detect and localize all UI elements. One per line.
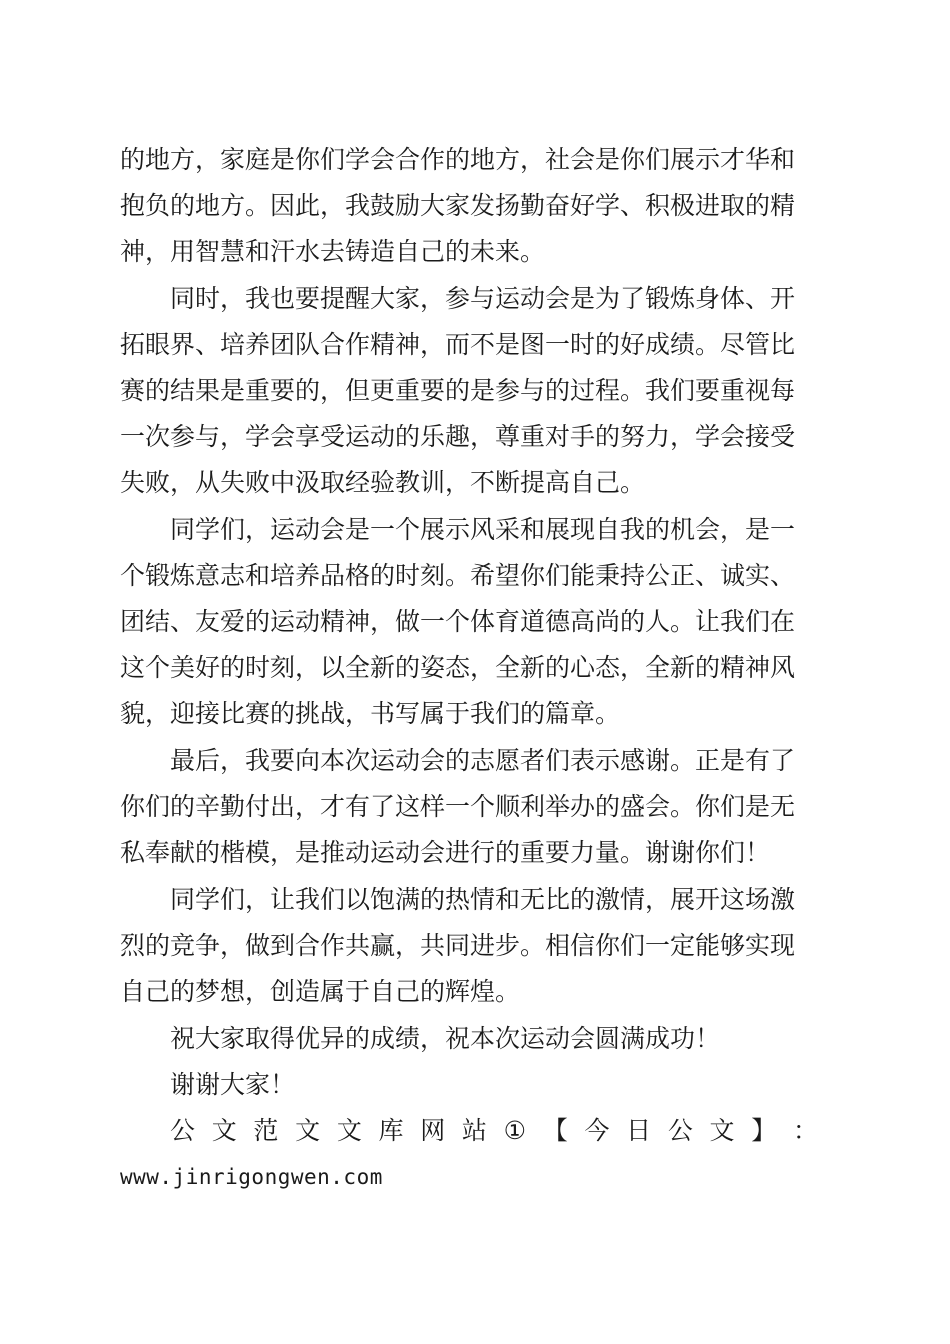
paragraph-7-line-1: 谢谢大家！ [170, 1070, 296, 1099]
paragraph-4-line-3: 私奉献的楷模，是推动运动会进行的重要力量。谢谢你们！ [120, 838, 771, 867]
footer-char: 今 [584, 1116, 610, 1145]
footer-char: 范 [253, 1116, 279, 1145]
footer-char: 文 [336, 1116, 362, 1145]
footer-char: 日 [626, 1116, 652, 1145]
footer-char: 】 [751, 1116, 777, 1145]
footer-char: 【 [542, 1116, 568, 1145]
footer-char: 公 [170, 1116, 196, 1145]
footer-char: ① [503, 1116, 527, 1145]
paragraph-3-line-2: 个锻炼意志和培养品格的时刻。希望你们能秉持公正、诚实、 [120, 561, 796, 590]
paragraph-2-line-4: 一次参与，学会享受运动的乐趣，尊重对手的努力，学会接受 [120, 422, 796, 451]
footer-char: 文 [709, 1116, 735, 1145]
paragraph-2-line-3: 赛的结果是重要的，但更重要的是参与的过程。我们要重视每 [120, 376, 796, 405]
paragraph-4-line-1: 最后，我要向本次运动会的志愿者们表示感谢。正是有了 [170, 746, 796, 775]
paragraph-2-line-5: 失败，从失败中汲取经验教训，不断提高自己。 [120, 468, 646, 497]
footer-source-line [170, 1111, 818, 1151]
paragraph-3-line-3: 团结、友爱的运动精神，做一个体育道德高尚的人。让我们在 [120, 607, 796, 636]
paragraph-3-line-4: 这个美好的时刻，以全新的姿态，全新的心态，全新的精神风 [120, 653, 796, 682]
paragraph-1-line-1: 的地方，家庭是你们学会合作的地方，社会是你们展示才华和 [120, 145, 796, 174]
paragraph-6-line-1: 祝大家取得优异的成绩，祝本次运动会圆满成功！ [170, 1024, 721, 1053]
paragraph-3-line-5: 貌，迎接比赛的挑战，书写属于我们的篇章。 [120, 699, 621, 728]
footer-website-url: www.jinrigongwen.com [120, 1165, 383, 1189]
paragraph-2-line-2: 拓眼界、培养团队合作精神，而不是图一时的好成绩。尽管比 [120, 330, 796, 359]
paragraph-5-line-1: 同学们，让我们以饱满的热情和无比的激情，展开这场激 [170, 885, 796, 914]
paragraph-2-line-1: 同时，我也要提醒大家，参与运动会是为了锻炼身体、开 [170, 284, 796, 313]
footer-char: 文 [295, 1116, 321, 1145]
paragraph-5-line-2: 烈的竞争，做到合作共赢，共同进步。相信你们一定能够实现 [120, 931, 796, 960]
footer-char: 文 [211, 1116, 237, 1145]
paragraph-1-line-2: 抱负的地方。因此，我鼓励大家发扬勤奋好学、积极进取的精 [120, 191, 796, 220]
footer-char: ： [792, 1116, 818, 1145]
paragraph-5-line-3: 自己的梦想，创造属于自己的辉煌。 [120, 977, 521, 1006]
footer-char: 公 [667, 1116, 693, 1145]
footer-char: 网 [420, 1116, 446, 1145]
footer-char: 站 [461, 1116, 487, 1145]
paragraph-1-line-3: 神，用智慧和汗水去铸造自己的未来。 [120, 237, 546, 266]
paragraph-3-line-1: 同学们，运动会是一个展示风采和展现自我的机会，是一 [170, 515, 796, 544]
footer-char: 库 [378, 1116, 404, 1145]
paragraph-4-line-2: 你们的辛勤付出，才有了这样一个顺利举办的盛会。你们是无 [120, 792, 796, 821]
